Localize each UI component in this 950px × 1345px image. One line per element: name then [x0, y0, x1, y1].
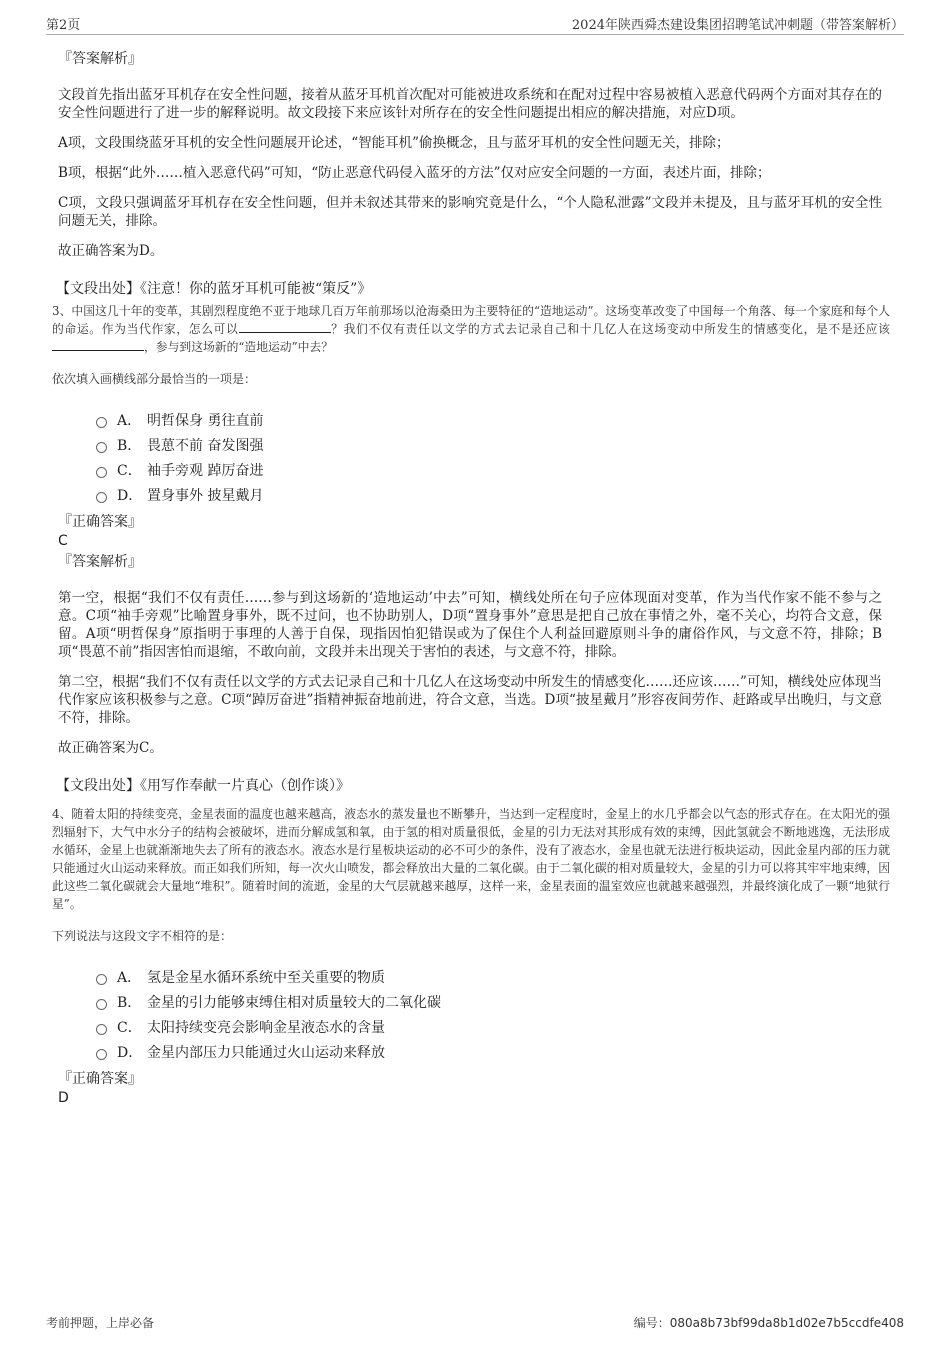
q2-analysis-paragraph: A项，文段围绕蓝牙耳机的安全性问题展开论述，“智能耳机”偷换概念，且与蓝牙耳机的安全性问题无关，排除； — [58, 135, 730, 151]
footer-motto: 考前押题，上岸必备 — [46, 1316, 155, 1330]
page-footer — [46, 1308, 904, 1328]
option-letter: B． — [117, 437, 142, 454]
q2-analysis-label: 『答案解析』 — [58, 51, 142, 67]
radio-button-icon[interactable] — [96, 974, 107, 985]
fill-blank-1 — [239, 320, 331, 333]
radio-button-icon[interactable] — [96, 1049, 107, 1060]
option-text: 置身事外 披星戴月 — [147, 487, 264, 504]
q4-prompt: 下列说法与这段文字不相符的是： — [52, 929, 233, 943]
option-letter: A． — [117, 969, 142, 986]
q2-analysis-paragraph: C项，文段只强调蓝牙耳机存在安全性问题，但并未叙述其带来的影响究竟是什么，“个人隐私泄露”文段并未提及，且与蓝牙耳机的安全性问题无关，排除。 — [58, 195, 882, 229]
option-text: 袖手旁观 踔厉奋进 — [147, 462, 264, 479]
q4-answer-label: 『正确答案』 — [58, 1071, 142, 1087]
option-letter: D． — [117, 1044, 143, 1061]
option-text: 明哲保身 勇往直前 — [147, 412, 264, 429]
option-text: 金星内部压力只能通过火山运动来释放 — [147, 1044, 385, 1061]
radio-button-icon[interactable] — [96, 442, 107, 453]
q3-option-b[interactable] — [96, 432, 904, 457]
q3-stem: 3、中国这几十年的变革，其剧烈程度绝不亚于地球几百万年前那场以沧海桑田为主要特征的“造地运动”。这场变革改变了中国每一个角落、每一个家庭和每个人的命运。作为当代作家，怎么可以 ？我们不仅有责任以文学的方式去记录自己和十几亿人在这场变动中所发生的情感变化，是不是还应该，参与到这场新的“造地运动”中去？ — [52, 304, 890, 354]
radio-button-icon[interactable] — [96, 417, 107, 428]
q2-analysis-paragraph: B项，根据“此外……植入恶意代码”可知，“防止恶意代码侵入蓝牙的方法”仅对应安全问题的一方面，表述片面，排除； — [58, 165, 771, 181]
radio-button-icon[interactable] — [96, 999, 107, 1010]
q4-option-d[interactable] — [96, 1039, 904, 1064]
q3-answer: C — [58, 533, 68, 549]
q3-option-d[interactable] — [96, 482, 904, 507]
page-number: 第2页 — [46, 18, 81, 33]
option-text: 太阳持续变亮会影响金星液态水的含量 — [147, 1019, 385, 1036]
q2-source: 【文段出处】《注意！你的蓝牙耳机可能被“策反”》 — [56, 281, 372, 297]
option-text: 畏葸不前 奋发图强 — [147, 437, 264, 454]
q4-option-c[interactable] — [96, 1014, 904, 1039]
q3-prompt: 依次填入画横线部分最恰当的一项是： — [52, 372, 257, 386]
option-letter: B． — [117, 994, 142, 1011]
q3-answer-label: 『正确答案』 — [58, 514, 142, 530]
page-header — [46, 12, 904, 35]
q3-option-a[interactable] — [96, 407, 904, 432]
q3-analysis-paragraph: 第二空，根据“我们不仅有责任以文学的方式去记录自己和十几亿人在这场变动中所发生的情感变化……还应该……”可知，横线处应体现当代作家应该积极参与之意。C项“踔厉奋进”指精神振奋地前进，符合文意，当选。D项“披星戴月”形容夜间劳作、赶路或早出晚归，与文意不符，排除。 — [58, 674, 882, 726]
option-letter: C． — [117, 462, 142, 479]
q2-analysis-paragraph: 文段首先指出蓝牙耳机存在安全性问题，接着从蓝牙耳机首次配对可能被进攻系统和在配对过程中容易被植入恶意代码两个方面对其存在的安全性问题进行了进一步的解释说明。故文段接下来应该针对所存在的安全性问题提出相应的解决措施，对应D项。 — [58, 87, 882, 121]
radio-button-icon[interactable] — [96, 467, 107, 478]
document-title: 2024年陕西舜杰建设集团招聘笔试冲刺题（带答案解析） — [571, 18, 904, 33]
code-label: 编号： — [633, 1316, 670, 1330]
q3-options — [96, 407, 904, 507]
radio-button-icon[interactable] — [96, 1024, 107, 1035]
q2-answer-conclusion: 故正确答案为D。 — [58, 243, 164, 259]
q4-stem: 4、随着太阳的持续变亮，金星表面的温度也越来越高，液态水的蒸发量也不断攀升，当达到一定程度时，金星上的水几乎都会以气态的形式存在。在太阳光的强烈辐射下，大气中水分子的结构会被破坏，进而分解成氢和氧，由于氢的相对质量很低，金星的引力无法对其形成有效的束缚，因此氢就会不断地逃逸，无法形成水循环，金星上也就渐渐地失去了所有的液态水。液态水是行星板块运动的必不可少的条件，没有了液态水，金星也就无法进行板块运动，因此金星内部的压力就只能通过火山运动来释放。而正如我们所知，每一次火山喷发，都会释放出大量的二氧化碳。由于二氧化碳的相对质量较大，金星的引力可以将其牢牢地束缚，因此这些二氧化碳就会大量地“堆积”。随着时间的流逝，金星的大气层就越来越厚，这样一来，金星表面的温室效应也就越来越强烈，并最终演化成了一颗“地狱行星”。 — [52, 807, 890, 911]
q3-source: 【文段出处】《用写作奉献一片真心（创作谈）》 — [56, 778, 350, 794]
option-text: 金星的引力能够束缚住相对质量较大的二氧化碳 — [147, 994, 441, 1011]
q3-option-c[interactable] — [96, 457, 904, 482]
code-value: 080a8b73bf99da8b1d02e7b5ccdfe408 — [669, 1316, 904, 1330]
q3-analysis-paragraph: 第一空，根据“我们不仅有责任……参与到这场新的‘造地运动’中去”可知，横线处所在句子应体现面对变革，作为当代作家不能不参与之意。C项“袖手旁观”比喻置身事外，既不过问，也不协助别人，D项“置身事外”意思是把自己放在事情之外，毫不关心，均符合文意，保留。A项“明哲保身”原指明于事理的人善于自保，现指因怕犯错误或为了保住个人利益回避原则斗争的庸俗作风，与文意不符，排除；B项“畏葸不前”指因害怕而退缩，不敢向前，文段并未出现关于害怕的表述，与文意不符，排除。 — [58, 590, 882, 660]
option-letter: C． — [117, 1019, 142, 1036]
page-content — [52, 40, 904, 1106]
radio-button-icon[interactable] — [96, 492, 107, 503]
option-text: 氢是金星水循环系统中至关重要的物质 — [147, 969, 385, 986]
fill-blank-2 — [52, 338, 144, 351]
q4-options — [96, 964, 904, 1064]
q4-option-b[interactable] — [96, 989, 904, 1014]
q3-analysis-label: 『答案解析』 — [58, 554, 142, 570]
q4-option-a[interactable] — [96, 964, 904, 989]
option-letter: A． — [117, 412, 142, 429]
document-code — [634, 1314, 904, 1331]
q3-answer-conclusion: 故正确答案为C。 — [58, 740, 163, 756]
option-letter: D． — [117, 487, 143, 504]
q4-answer: D — [58, 1090, 69, 1106]
